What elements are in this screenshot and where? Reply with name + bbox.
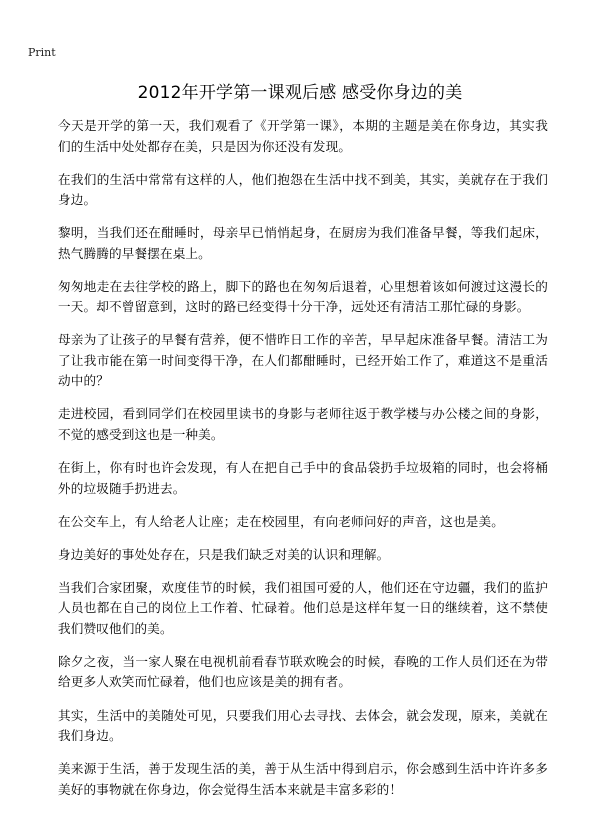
paragraph: 在街上，你有时也许会发现，有人在把自己手中的食品袋扔手垃圾箱的同时，也会将桶外的垃圾随手扔进去。 <box>58 460 548 496</box>
paragraph: 除夕之夜，当一家人聚在电视机前看春节联欢晚会的时候，春晚的工作人员们还在为带给更多人欢笑而忙碌着，他们也应该是美的拥有者。 <box>58 653 548 690</box>
paragraph: 在公交车上，有人给老人让座；走在校园里，有向老师问好的声音，这也是美。 <box>58 513 505 529</box>
paragraph: 匆匆地走在去往学校的路上，脚下的路也在匆匆后退着，心里想着该如何渡过这漫长的一天。却不曾留意到，这时的路已经变得十分干净，远处还有清洁工那忙碌的身影。 <box>58 278 548 315</box>
paragraph: 其实，生活中的美随处可见，只要我们用心去寻找、去体会，就会发现，原来，美就在我们身边。 <box>58 707 548 744</box>
paragraph: 当我们合家团聚，欢度佳节的时候，我们祖国可爱的人，他们还在守边疆，我们的监护人员也都在自己的岗位上工作着、忙碌着。他们总是这样年复一日的继续着，这不禁使我们赞叹他们的美。 <box>58 579 548 636</box>
paragraph: 今天是开学的第一天，我们观看了《开学第一课》，本期的主题是美在你身边，其实我们的生活中处处都存在美，只是因为你还没有发现。 <box>58 118 548 154</box>
paragraph: 身边美好的事处处存在，只是我们缺乏对美的认识和理解。 <box>58 546 390 562</box>
paragraph: 走进校园，看到同学们在校园里读书的身影与老师往返于教学楼与办公楼之间的身影，不觉的感受到这也是一种美。 <box>58 406 548 442</box>
article-title: 2012年开学第一课观后感 感受你身边的美 <box>137 83 463 103</box>
paragraph: 母亲为了让孩子的早餐有营养，便不惜昨日工作的辛苦，早早起床准备早餐。清洁工为了让我市能在第一时间变得干净，在人们都酣睡时，已经开始工作了，难道这不是重活动中的？ <box>58 332 548 389</box>
paragraph: 美来源于生活，善于发现生活的美，善于从生活中得到启示，你会感到生活中许许多多美好的事物就在你身边，你会觉得生活本来就是丰富多彩的！ <box>58 761 548 797</box>
paragraph: 黎明，当我们还在酣睡时，母亲早已悄悄起身，在厨房为我们准备早餐，等我们起床，热气腾腾的早餐摆在桌上。 <box>58 225 548 261</box>
article-body <box>58 116 548 813</box>
print-link[interactable]: Print <box>28 46 56 59</box>
paragraph: 在我们的生活中常常有这样的人，他们抱怨在生活中找不到美，其实，美就存在于我们身边。 <box>58 171 548 208</box>
